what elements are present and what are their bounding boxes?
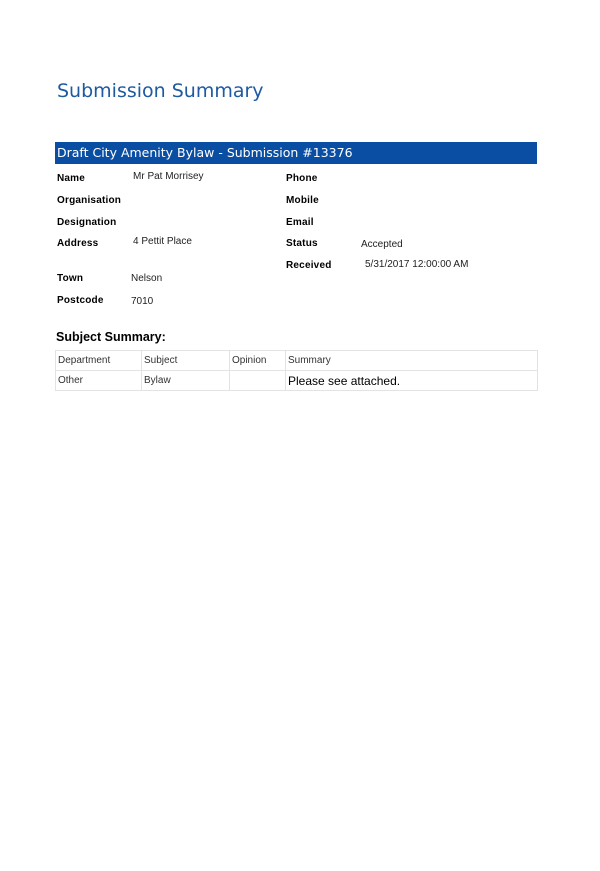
phone-label: Phone (286, 173, 318, 184)
received-label: Received (286, 260, 332, 271)
subject-summary-table (55, 350, 538, 391)
name-value: Mr Pat Morrisey (133, 171, 204, 182)
town-label: Town (57, 273, 84, 284)
header-opinion: Opinion (230, 351, 286, 371)
cell-opinion (230, 371, 286, 391)
header-summary: Summary (286, 351, 538, 371)
submission-banner: Draft City Amenity Bylaw - Submission #13376 (55, 142, 537, 164)
cell-department: Other (56, 371, 142, 391)
mobile-label: Mobile (286, 195, 319, 206)
address-label: Address (57, 238, 99, 249)
town-value: Nelson (131, 273, 163, 284)
header-subject: Subject (142, 351, 230, 371)
status-value: Accepted (361, 239, 403, 250)
header-department: Department (56, 351, 142, 371)
page-title: Submission Summary (57, 80, 264, 102)
postcode-label: Postcode (57, 295, 104, 306)
cell-subject: Bylaw (142, 371, 230, 391)
subject-summary-heading: Subject Summary: (56, 330, 166, 344)
table-row (56, 371, 538, 391)
postcode-value: 7010 (131, 296, 154, 307)
organisation-label: Organisation (57, 195, 122, 206)
name-label: Name (57, 173, 86, 184)
cell-summary: Please see attached. (286, 371, 538, 391)
designation-label: Designation (57, 217, 117, 228)
address-value: 4 Pettit Place (133, 236, 192, 247)
table-header-row (56, 351, 538, 371)
email-label: Email (286, 217, 314, 228)
status-label: Status (286, 238, 318, 249)
received-value: 5/31/2017 12:00:00 AM (365, 259, 469, 270)
